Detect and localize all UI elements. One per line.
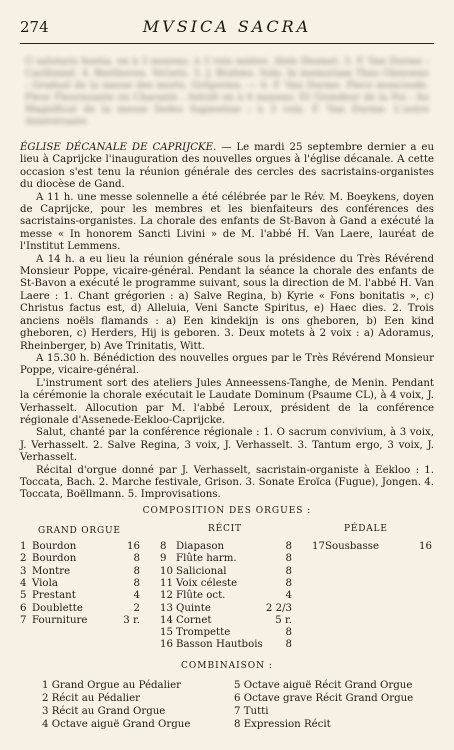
pedale-heading: PÉDALE — [344, 524, 388, 534]
article-paragraph-1: ÉGLISE DÉCANALE DE CAPRIJCKE. — Le mardi 25 septembre dernier a eu lieu à Caprijcke l'inauguration des nouvelles orgues à l'église décanale. A cette occasion s'est tenu la réunion générale des cercles des sacristains-organistes du diocèse de Gand. — [20, 142, 435, 191]
stop-name: Flûte harm. — [176, 553, 237, 565]
stop-name: Bourdon — [32, 553, 77, 565]
stop-value: 8 — [285, 639, 292, 651]
stop-number: 11 — [160, 577, 173, 589]
header-rule — [20, 43, 434, 44]
stop-name: Diapason — [176, 541, 225, 552]
combinaison-item: 7 Tutti — [234, 706, 269, 717]
article-paragraph-5: L'instrument sort des ateliers Jules Anneessens-Tanghe, de Menin. Pendant la cérémonie la chorale exécutait le Laudate Dominum (Psaume CL), à 4 voix, J. Verhasselt. Allocution par M. l'abbé Leroux, président de la conférence régionale d'Assenede-Eekloo-Caprijcke. — [20, 377, 434, 426]
stop-number: 13 — [160, 602, 173, 614]
stop-name: Flûte oct. — [176, 590, 226, 602]
stop-value: 8 — [285, 577, 292, 589]
stop-row — [0, 578, 454, 590]
stop-number: 12 — [160, 590, 173, 602]
article-paragraph-4: A 15.30 h. Bénédiction des nouvelles orgues par le Très Révérend Monsieur Poppe, vicaire-général. — [20, 352, 434, 377]
stop-row — [0, 541, 454, 553]
stop-value: 16 — [419, 541, 432, 552]
stop-name: Doublette — [32, 602, 83, 614]
stop-number: 8 — [160, 541, 167, 552]
stop-row — [0, 566, 454, 578]
stop-name: Montre — [32, 565, 71, 577]
article-paragraph-7: Récital d'orgue donné par J. Verhasselt, sacristain-organiste à Eekloo : 1. Toccata, Bach. 2. Marche festivale, Grison. 3. Sonate Eroïca (Fugue), Jongen. 4. Toccata, Boëllmann. 5. Improvisations. — [20, 464, 434, 501]
page-header — [20, 18, 434, 40]
combinaison-item: 5 Octave aiguë Récit Grand Orgue — [234, 680, 413, 691]
combinaison-item: 4 Octave aiguë Grand Orgue — [42, 719, 191, 730]
stop-name: Quinte — [176, 602, 211, 614]
stop-name: Bourdon — [32, 541, 77, 552]
article-body — [20, 142, 434, 502]
stop-number: 4 — [20, 577, 27, 589]
article-title: ÉGLISE DÉCANALE DE CAPRIJCKE. — [20, 142, 217, 153]
stop-value: 2 — [133, 602, 140, 614]
article-paragraph-6: Salut, chanté par la conférence régionale : 1. O sacrum convivium, à 3 voix, J. Verhasselt. 2. Salve Regina, 3 voix, J. Verhasselt. 3. Tantum ergo, 3 voix, J. Verhasselt. — [20, 427, 434, 464]
stop-name: Sousbasse — [325, 541, 379, 552]
stop-name: Cornet — [176, 614, 212, 626]
stop-value: 8 — [285, 553, 292, 565]
stop-number: 9 — [160, 553, 167, 565]
stop-number: 10 — [160, 565, 173, 577]
stop-row — [0, 639, 454, 651]
stop-number: 3 — [20, 565, 27, 577]
combinaison-item: 6 Octave grave Récit Grand Orgue — [234, 693, 414, 704]
stop-value: 8 — [133, 577, 140, 589]
stop-row — [0, 553, 454, 565]
stop-number: 16 — [160, 639, 173, 651]
blurred-preceding-text: O salutaris hostia, en à 3 moyens, à 3 voix mixtes. Aloïs Desmet. 3. F. Van Durme : Carillonné. 4. Beethoven. Versets. 5. J. Brahms. Solo. In memoriam Theo Gheysens : Graduel de la messe des morts, Grégorien. — 6. F. Van Durme. Piece moncoude. Fleur Fleurissante en Charante : Introït en à 6 moyens. Et Grandeur de la Foi : Au Magnificat de la messe Sedes Sapientiae ; à 3 voix. F. Van Durme. L'autre Anniversaire. — [25, 56, 429, 127]
stop-row — [0, 603, 454, 615]
stop-value: 16 — [127, 541, 140, 552]
stop-name: Prestant — [32, 590, 76, 602]
stop-number: 7 — [20, 614, 27, 626]
stop-value: 3 r. — [123, 614, 140, 626]
stop-name: Viola — [32, 577, 58, 589]
combinaison-item: 8 Expression Récit — [234, 719, 331, 730]
stop-name: Fourniture — [32, 614, 88, 626]
stop-name: Basson Hautbois — [176, 639, 263, 651]
stop-number: 15 — [160, 627, 173, 639]
article-paragraph-2: A 11 h. une messe solennelle a été célébrée par le Rév. M. Boeykens, doyen de Caprijcke, pour les membres et les bienfaiteurs des conférences des sacristains-organistes. La chorale des enfants de St-Bavon à Gand a exécuté la messe « In honorem Sancti Livini » de M. l'abbé H. Van Laere, lauréat de l'Institut Lemmens. — [20, 191, 434, 253]
stop-number: 17 — [312, 541, 325, 552]
stop-number: 1 — [20, 541, 27, 552]
stop-value: 8 — [133, 553, 140, 565]
combinaison-item: 3 Récit au Grand Orgue — [42, 706, 166, 717]
stop-name: Voix céleste — [176, 577, 238, 589]
stop-number: 6 — [20, 602, 27, 614]
stop-value: 5 r. — [275, 614, 292, 626]
article-paragraph-3: A 14 h. a eu lieu la réunion générale sous la présidence du Très Révérend Monsieur Poppe, vicaire-général. Pendant la séance la chorale des enfants de St-Bavon a exécuté le programme suivant, sous la direction de M. l'abbé H. Van Laere : 1. Chant grégorien : a) Salve Regina, b) Kyrie « Fons bonitatis », c) Christus factus est, d) Alleluia, Veni Sancte Spiritus, e) Haec dies. 2. Trois anciens noëls flamands : a) Een kindekijn is ons gheboren, b) Een kind gheboren, c) Herders, Hij is geboren. 3. Deux motets à 2 voix : a) Adoramus, Rheinberger, b) Ave Trinitatis, Witt. — [20, 253, 434, 352]
stop-value: 4 — [133, 590, 140, 602]
stop-row — [0, 627, 454, 639]
stop-row — [0, 590, 454, 602]
page-number: 274 — [20, 18, 49, 36]
stop-name: Salicional — [176, 565, 227, 577]
stop-value: 8 — [285, 627, 292, 639]
stop-value: 4 — [285, 590, 292, 602]
stop-name: Trompette — [176, 627, 231, 639]
stop-number: 2 — [20, 553, 27, 565]
combinaison-item: 2 Récit au Pédalier — [42, 693, 141, 704]
stop-value: 2 2/3 — [265, 602, 292, 614]
stop-value: 8 — [285, 565, 292, 577]
stop-value: 8 — [133, 565, 140, 577]
running-title: MVSICA SACRA — [142, 17, 312, 36]
grand-orgue-heading: GRAND ORGUE — [38, 526, 121, 536]
composition-title: COMPOSITION DES ORGUES : — [142, 506, 312, 516]
stop-number: 5 — [20, 590, 27, 602]
stop-value: 8 — [285, 541, 292, 552]
stop-number: 14 — [160, 614, 173, 626]
stop-row — [0, 615, 454, 627]
recit-heading: RÉCIT — [208, 524, 242, 534]
combinaison-title: COMBINAISON : — [181, 661, 273, 671]
combinaison-item: 1 Grand Orgue au Pédalier — [42, 680, 182, 691]
